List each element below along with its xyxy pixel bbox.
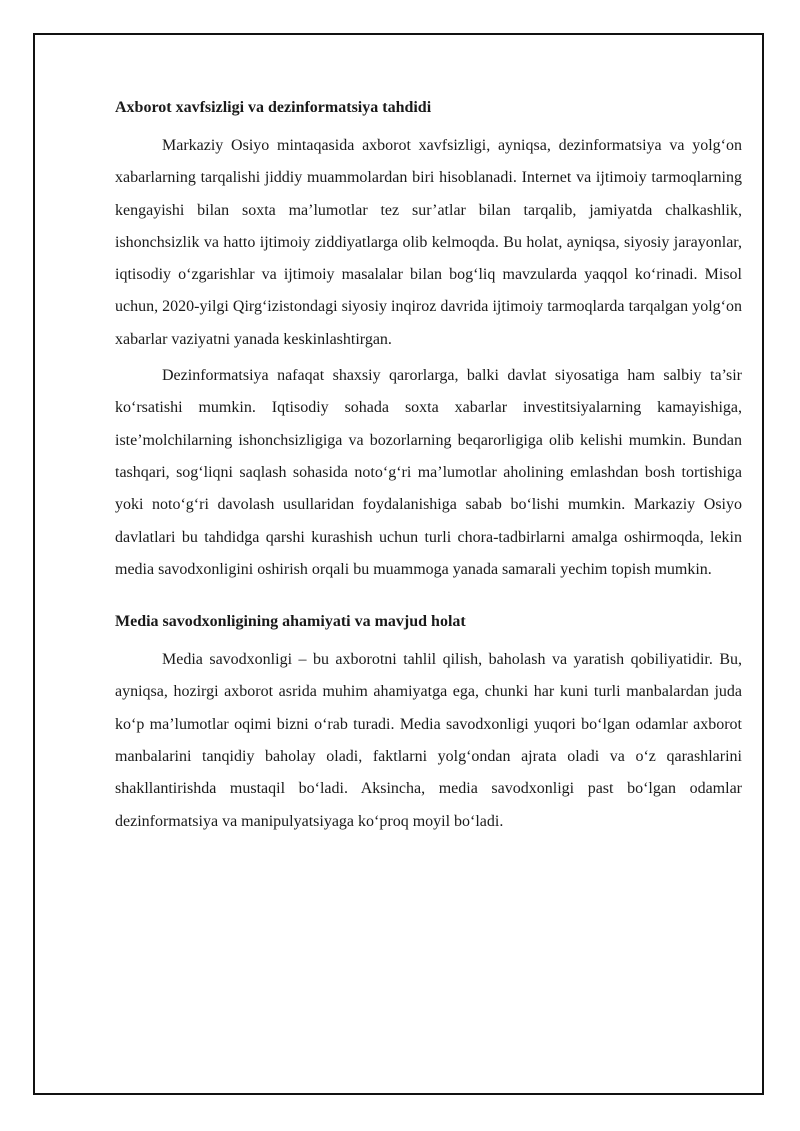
paragraph: Media savodxonligi – bu axborotni tahlil qilish, baholash va yaratish qobiliyatidir. Bu, ayniqsa, hozirgi axborot asrida muhim ahamiyatga ega, chunki har kuni turli manbalardan juda ko‘p ma’lumotlar oqimi bizni o‘rab turadi. Media savodxonligi yuqori bo‘lgan odamlar axborot manbalarini tanqidiy baholay oladi, faktlarni yolg‘ondan ajrata oladi va o‘z qarashlarini shakllantirishda mustaqil bo‘ladi. Aksincha, media savodxonligi past bo‘lgan odamlar dezinformatsiya va manipulyatsiyaga ko‘proq moyil bo‘ladi. bbox=[115, 651, 742, 830]
paragraph: Markaziy Osiyo mintaqasida axborot xavfsizligi, ayniqsa, dezinformatsiya va yolg‘on xabarlarning tarqalishi jiddiy muammolardan biri hisoblanadi. Internet va ijtimoiy tarmoqlarning kengayishi bilan soxta ma’lumotlar tez sur’atlar bilan tarqalib, jamiyatda chalkashlik, ishonchsizlik va hatto ijtimoiy ziddiyatlarga olib kelmoqda. Bu holat, ayniqsa, siyosiy jarayonlar, iqtisodiy o‘zgarishlar va ijtimoiy masalalar bilan bog‘liq mavzularda yaqqol ko‘rinadi. Misol uchun, 2020-yilgi Qirg‘izistondagi siyosiy inqiroz davrida ijtimoiy tarmoqlarda tarqalgan yolg‘on xabarlar vaziyatni yanada keskinlashtirgan. bbox=[115, 137, 742, 348]
paragraph: Dezinformatsiya nafaqat shaxsiy qarorlarga, balki davlat siyosatiga ham salbiy ta’sir ko‘rsatishi mumkin. Iqtisodiy sohada soxta xabarlar investitsiyalarning kamayishiga, iste’molchilarning ishonchsizligiga va bozorlarning beqarorligiga olib kelishi mumkin. Bundan tashqari, sog‘liqni saqlash sohasida noto‘g‘ri ma’lumotlar aholining emlashdan bosh tortishiga yoki noto‘g‘ri davolash usullaridan foydalanishiga sabab bo‘lishi mumkin. Markaziy Osiyo davlatlari bu tahdidga qarshi kurashish uchun turli chora-tadbirlarni amalga oshirmoqda, lekin media savodxonligini oshirish orqali bu muammoga yanada samarali yechim topish mumkin. bbox=[115, 367, 742, 578]
section-heading-information-security: Axborot xavfsizligi va dezinformatsiya tahdidi bbox=[115, 99, 432, 116]
section-heading-media-literacy: Media savodxonligining ahamiyati va mavjud holat bbox=[115, 613, 466, 631]
document-body bbox=[115, 96, 742, 842]
